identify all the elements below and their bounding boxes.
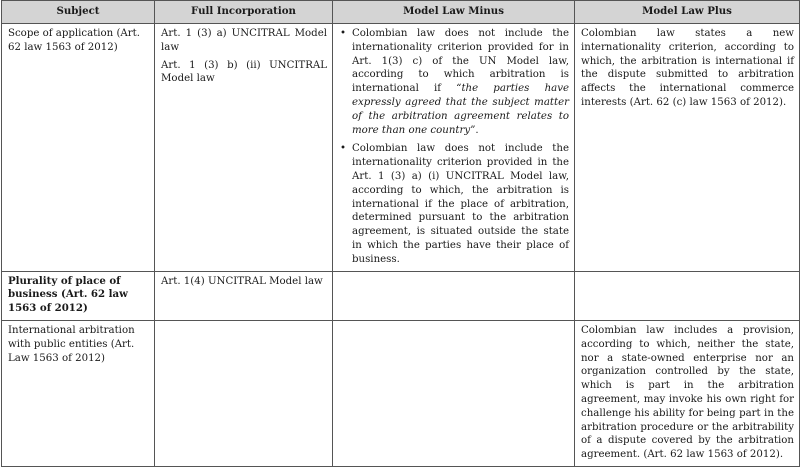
minus-item-quote: “the parties have expressly agreed that the subject matter of the arbitration agreement relates to more than one country” [352,83,569,136]
header-full-incorporation: Full Incorporation [155,1,333,24]
table-row [2,24,800,272]
list-item [339,27,569,137]
cell-subject [2,271,155,320]
bullet-icon: • [340,143,347,155]
minus-item-end: . [475,124,479,136]
subject-text: Scope of application (Art. 62 law 1563 of 2012) [8,28,140,53]
cell-model-law-minus [333,271,575,320]
cell-full-incorporation [155,24,333,272]
full-item: Art. 1 (3) a) UNCITRAL Model law [161,28,327,53]
minus-item-text: Colombian law does not include the internationality criterion provided for in Art. 1(3) c) of the UN Model law, according to which arbitration is international if [352,28,569,95]
list-item [339,142,569,266]
header-model-law-minus: Model Law Minus [333,1,575,24]
full-item: Art. 1 (3) b) (ii) UNCITRAL Model law [161,59,327,85]
table-row [2,320,800,466]
bullet-icon: • [340,28,347,39]
subject-text: International arbitration with public entities (Art. Law 1563 of 2012) [8,324,135,364]
cell-model-law-plus [575,320,800,466]
header-subject: Subject [2,1,155,24]
header-model-law-plus: Model Law Plus [575,1,800,24]
plus-text: Colombian law includes a provision, according to which, neither the state, nor a state-owned enterprise nor an organization controlled by the state, which is part in the arbitration agreement, may invoke his own right for challenge his ability for being part in the arbitration procedure or the arbitrability of a dispute covered by the arbitration agreement. (Art. 62 law 1563 of 2012). [581,324,794,461]
cell-subject [2,24,155,272]
subject-text: Plurality of place of business (Art. 62 law 1563 of 2012) [8,274,128,315]
cell-model-law-minus [333,24,575,272]
cell-full-incorporation [155,271,333,320]
cell-model-law-plus [575,24,800,272]
minus-bullet-list [339,27,569,267]
cell-subject [2,320,155,466]
minus-item-text: Colombian law does not include the internationality criterion provided in the Art. 1 (3) a) (i) UNCITRAL Model law, according to which, the arbitration is international if the place of arbitration, determined pursuant to the arbitration agreement, is situated outside the state in which the parties have their place of business. [352,143,569,265]
plus-text: Colombian law states a new internationality criterion, according to which, the arbitration is international if the dispute submitted to arbitration affects the international commerce interests (Art. 62 (c) law 1563 of 2012). [581,28,794,108]
cell-model-law-plus [575,271,800,320]
table-row [2,271,800,320]
header-row [2,1,800,24]
cell-full-incorporation [155,320,333,466]
cell-model-law-minus [333,320,575,466]
full-item: Art. 1(4) UNCITRAL Model law [161,275,323,287]
comparison-table [1,0,800,467]
